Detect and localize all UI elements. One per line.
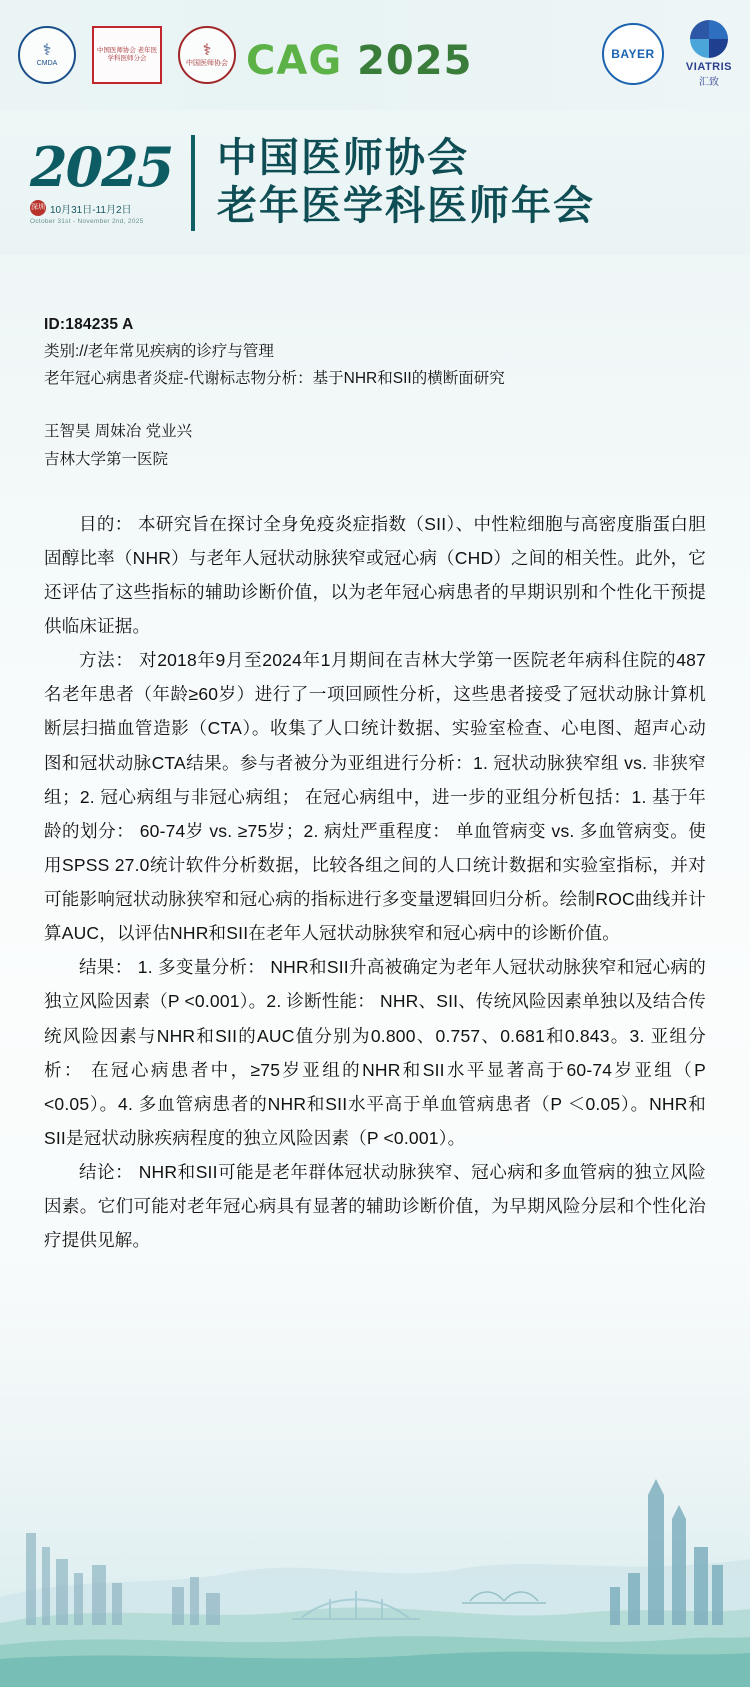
medical-emblem-icon: ⚕	[202, 41, 212, 59]
abstract-conclusion: 结论： NHR和SII可能是老年群体冠状动脉狭窄、冠心病和多血管病的独立风险因素。它们可能对老年冠心病具有显著的辅助诊断价值，为早期风险分层和个性化治疗提供见解。	[44, 1162, 706, 1251]
banner-dates: 10月31日-11月2日	[50, 204, 132, 216]
author-names: 王智昊 周妹冶 党业兴	[44, 423, 193, 441]
conference-title-line1: 中国医师协会	[217, 136, 469, 181]
cag-title	[246, 38, 472, 84]
abstract-meta	[44, 311, 706, 392]
conference-title-line2: 老年医学科医师年会	[217, 183, 595, 228]
abstract-methods: 方法： 对2018年9月至2024年1月期间在吉林大学第一医院老年病科住院的487名老年患者（年龄≥60岁）进行了一项回顾性分析，这些患者接受了冠状动脉计算机断层扫描血管造影（CTA）。收集了人口统计数据、实验室检查、心电图、超声心动图和冠状动脉CTA结果。参与者被分为亚组进行分析：1. 冠状动脉狭窄组 vs. 非狭窄组；2. 冠心病组与非冠心病组； 在冠心病组中，进一步的亚组分析包括：1. 基于年龄的划分： 60-74岁 vs. ≥75岁；2. 病灶严重程度： 单血管病变 vs. 多血管病变。使用SPSS 27.0统计软件分析数据，比较各组之间的人口统计数据和实验室指标，并对可能影响冠状动脉狭窄和冠心病的指标进行多变量逻辑回归分析。绘制ROC曲线并计算AUC，以评估NHR和SII在老年人冠状动脉狭窄和冠心病中的诊断价值。	[44, 650, 706, 944]
abstract-title: 老年冠心病患者炎症-代谢标志物分析：基于NHR和SII的横断面研究	[44, 370, 505, 388]
conference-title	[217, 135, 595, 229]
bayer-logo-label: BAYER	[611, 47, 655, 61]
abstract-category: 类别://老年常见疾病的诊疗与管理	[44, 343, 274, 361]
abstract-body	[44, 507, 706, 1258]
banner-divider	[191, 135, 195, 231]
author-block	[44, 418, 706, 472]
banner-dates-row	[30, 200, 185, 216]
banner-dates-en: October 31st - November 2nd, 2025	[30, 218, 144, 225]
cmda-logo-label: CMDA	[36, 59, 58, 67]
bayer-logo	[602, 23, 664, 85]
author-affiliation: 吉林大学第一医院	[44, 450, 169, 468]
banner-year-art	[30, 135, 185, 225]
top-logo-bar	[0, 0, 750, 110]
viatris-mark-icon	[690, 20, 728, 58]
association-logo-label: 中国医师协会	[186, 59, 228, 67]
abstract-id: ID:184235 A	[44, 316, 134, 333]
cag-title-prefix: CAG	[246, 38, 343, 84]
banner-year: 2025	[30, 135, 173, 199]
viatris-logo-label-cn: 汇致	[698, 77, 719, 88]
cag-title-year: 2025	[357, 38, 473, 84]
association-logo	[178, 26, 236, 84]
caduceus-icon: ⚕	[42, 41, 52, 59]
city-badge: 深圳	[30, 200, 46, 216]
viatris-logo	[686, 20, 732, 88]
viatris-logo-label: VIATRIS	[685, 61, 732, 73]
geriatrics-branch-logo-label: 中国医师协会 老年医学科医师分会	[96, 47, 158, 62]
poster-content	[0, 255, 750, 1257]
abstract-results: 结果： 1. 多变量分析： NHR和SII升高被确定为老年人冠状动脉狭窄和冠心病的独立风险因素（P <0.001）。2. 诊断性能： NHR、SII、传统风险因素单独以及结合传统风险因素与NHR和SII的AUC值分别为0.800、0.757、0.681和0.843。3. 亚组分析： 在冠心病患者中，≥75岁亚组的NHR和SII水平显著高于60-74岁亚组（P <0.05）。4. 多血管病患者的NHR和SII水平高于单血管病患者（P ＜0.05）。NHR和SII是冠状动脉疾病程度的独立风险因素（P <0.001）。	[44, 957, 707, 1148]
skyline-decoration	[0, 1387, 750, 1687]
left-logo-group	[18, 26, 236, 84]
conference-banner	[0, 110, 750, 255]
right-logo-group	[602, 20, 732, 88]
abstract-objective: 目的： 本研究旨在探讨全身免疫炎症指数（SII）、中性粒细胞与高密度脂蛋白胆固醇比率（NHR）与老年人冠状动脉狭窄或冠心病（CHD）之间的相关性。此外，它还评估了这些指标的辅助诊断价值，以为老年冠心病患者的早期识别和个性化干预提供临床证据。	[44, 513, 706, 636]
cmda-logo	[18, 26, 76, 84]
geriatrics-branch-logo	[92, 26, 162, 84]
